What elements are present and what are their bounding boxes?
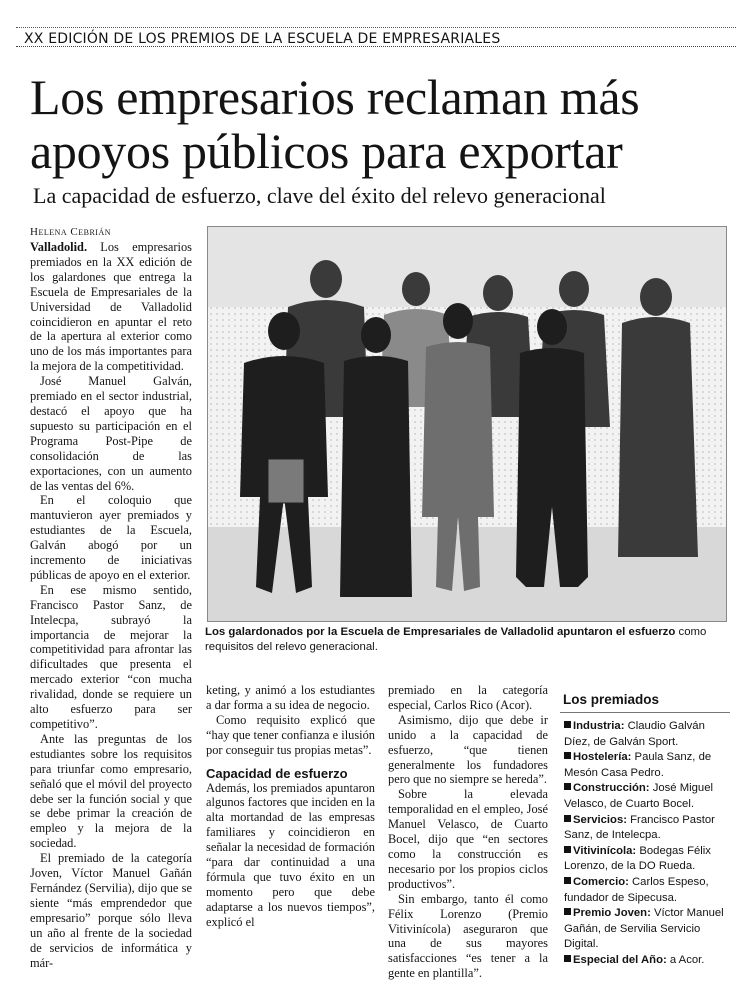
paragraph: Valladolid. Los empresarios premiados en la XX edición de los galardones que entrega la Escuela de Empresariales de la Universidad de Valladolid coincidieron en apuntar el reto de la apertura al exterior como uno de los más importantes para la mejora de la competitividad. — [30, 240, 192, 374]
bullet-square-icon — [564, 877, 571, 884]
bullet-square-icon — [564, 815, 571, 822]
paragraph: Además, los premiados apuntaron algunos factores que inciden en la alta mortandad de las empresas familiares y coincidieron en señalar la necesidad de formación “para dar continuidad a una fórmula que tuvo éxito en un momento pero que debe adaptarse a los nuevos tiempos”, explicó el — [206, 780, 375, 929]
section-heading: Capacidad de esfuerzo — [206, 765, 348, 781]
group-photo — [207, 226, 727, 622]
headline-line-1: Los empresarios reclaman más — [30, 69, 640, 125]
kicker-text: XX EDICIÓN DE LOS PREMIOS DE LA ESCUELA DE EMPRESARIALES — [24, 31, 501, 47]
winners-list — [560, 719, 730, 969]
winner-item: Premio Joven: Víctor Manuel Gañán, de Servilia Servicio Digital. — [564, 907, 724, 951]
paragraph: Como requisito explicó que “hay que tener confianza e ilusión por conseguir tus propias metas”. — [206, 712, 375, 757]
winners-box — [560, 688, 730, 969]
winner-item: Vitivinícola: Bodegas Félix Lorenzo, de la DO Rueda. — [564, 844, 711, 873]
paragraph: Sobre la elevada temporalidad en el empleo, José Manuel Velasco, de Cuarto Bocel, dijo que “en sectores como la construcción es necesario por los propios ciclos productivos”. — [388, 787, 548, 891]
article-column-1 — [30, 240, 192, 980]
winner-item: Servicios: Francisco Pastor Sanz, de Intelecpa. — [564, 813, 715, 842]
paragraph: Sin embargo, tanto él como Félix Lorenzo (Premio Vitivinícola) aseguraron que una de sus mayores satisfacciones “es tener a la gente en plantilla”. — [388, 891, 548, 981]
paragraph: keting, y animó a los estudiantes a dar forma a su idea de negocio. — [206, 683, 375, 712]
photo-caption — [205, 625, 733, 655]
article-column-3 — [388, 683, 548, 983]
byline: Helena Cebrián — [30, 226, 112, 238]
bullet-square-icon — [564, 721, 571, 728]
bullet-square-icon — [564, 955, 571, 962]
bullet-square-icon — [564, 783, 571, 790]
winner-item: Especial del Año: a Acor. — [560, 953, 730, 969]
paragraph: premiado en la categoría especial, Carlos Rico (Acor). — [388, 683, 548, 712]
caption-rest: como requisitos del relevo generacional. — [205, 626, 707, 653]
paragraph: José Manuel Galván, premiado en el sector industrial, destacó el apoyo que ha supuesto su participación en el Programa Post-Pipe de consolidación de las exportaciones, con un aumento de las ventas del 6%. — [30, 374, 192, 493]
headline-line-2: apoyos públicos para exportar — [30, 123, 623, 179]
paragraph: Ante las preguntas de los estudiantes sobre los requisitos para triunfar como empresario, señaló que el móvil del proyecto debe ser la función social y que se debe primar la creación de empleo y la mejora de la sociedad. — [30, 731, 192, 851]
article-column-2 — [206, 683, 375, 983]
dateline: Valladolid. — [30, 240, 88, 254]
winners-box-title: Los premiados — [560, 688, 730, 713]
section-kicker — [16, 27, 736, 47]
bullet-square-icon — [564, 752, 571, 759]
bullet-square-icon — [564, 908, 571, 915]
winner-item: Construcción: José Miguel Velasco, de Cuarto Bocel. — [564, 782, 713, 810]
winner-item: Hostelería: Paula Sanz, de Mesón Casa Pedro. — [564, 751, 712, 779]
bullet-square-icon — [564, 846, 571, 853]
subheadline: La capacidad de esfuerzo, clave del éxito del relevo generacional — [33, 183, 606, 208]
paragraph: Asimismo, dijo que debe ir unido a la capacidad de esfuerzo, “que tienen generalmente los fundadores pero que no siempre se hereda”. — [388, 712, 548, 787]
winner-item: Comercio: Carlos Espeso, fundador de Sipecusa. — [564, 875, 709, 904]
paragraph: En el coloquio que mantuvieron ayer premiados y estudiantes de la Escuela, Galván abogó por un incremento de iniciativas públicas de apoyo en el exterior. — [30, 493, 192, 582]
winner-item: Industria: Claudio Galván Díez, de Galván Sport. — [564, 720, 705, 748]
caption-bold: Los galardonados por la Escuela de Empresariales de Valladolid apuntaron el esfuerzo — [205, 626, 676, 638]
photo-illustration — [208, 227, 727, 622]
paragraph: El premiado de la categoría Joven, Víctor Manuel Gañán Fernández (Servilia), dijo que se siente “más emprendedor que empresario” porque sólo lleva un año al frente de la sociedad de servicios de informática y már- — [30, 851, 192, 970]
paragraph: En ese mismo sentido, Francisco Pastor Sanz, de Intelecpa, subrayó la importancia de mejorar la competitividad para afrontar las dificultades que presenta el mercado exterior “con mucha rivalidad, donde se requiere un alto esfuerzo para ser competitivo”. — [30, 582, 192, 731]
